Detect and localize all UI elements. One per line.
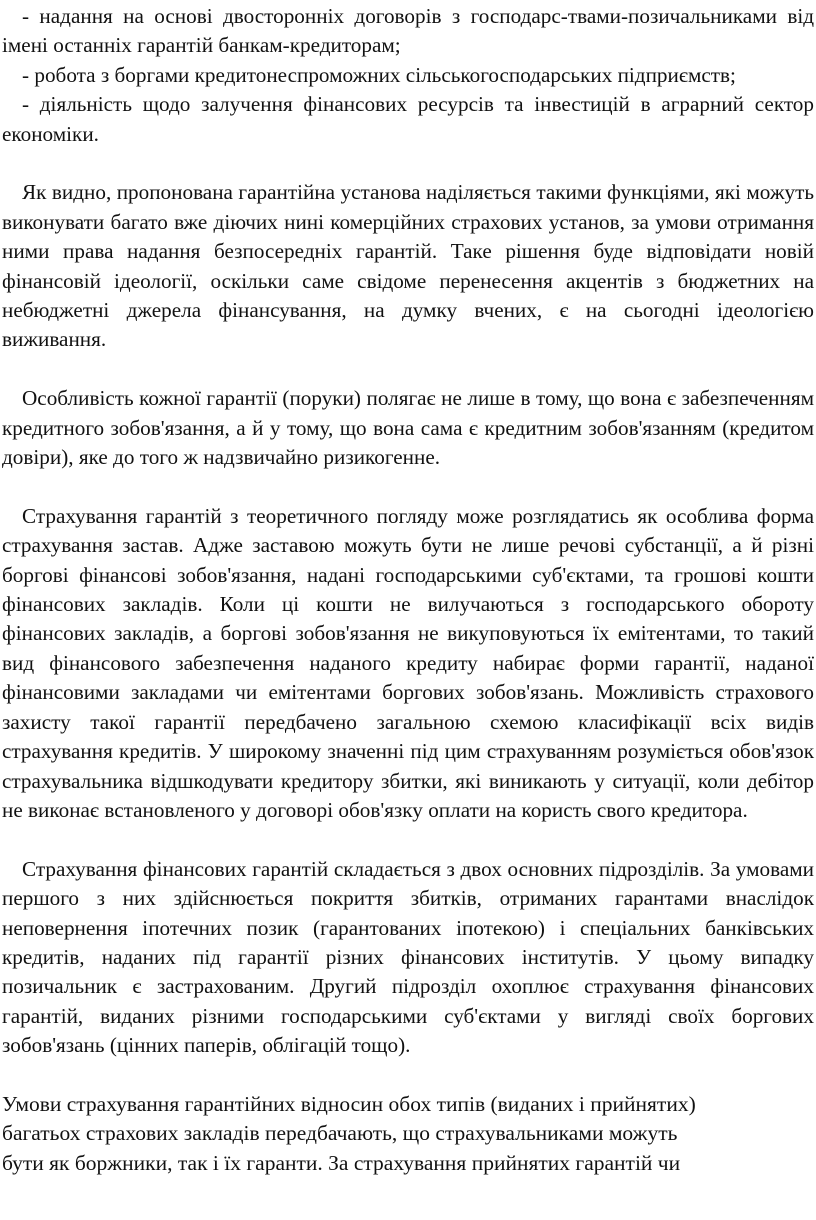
- paragraph-spacer: [2, 472, 814, 501]
- final-paragraph: [2, 1090, 814, 1178]
- paragraph-guarantee-insurance: Страхування гарантій з теоретичного погляду може розглядатись як особлива форма страхування застав. Адже заставою можуть бути не лише речові субстанції, а й різні боргові фінансові зобов'язання, надані господарськими суб'єктами, та грошові кошти фінансових закладів. Коли ці кошти не вилучаються з господарського обороту фінансових закладів, а боргові зобов'язання не викуповуються їх емітентами, то такий вид фінансового забезпечення наданого кредиту набирає форми гарантії, наданої фінансовими закладами чи емітентами боргових зобов'язань. Можливість страхового захисту такої гарантії передбачено загальною схемою класифікації всіх видів страхування кредитів. У широкому значенні під цим страхуванням розуміється обов'язок страхувальника відшкодувати кредитору збитки, які виникають у ситуації, коли дебітор не виконає встановленого у договорі обов'язку оплати на користь свого кредитора.: [2, 503, 814, 822]
- final-line: багатьох страхових закладів передбачають, що страхувальниками можуть: [2, 1121, 678, 1146]
- paragraph-financial-guarantees: Страхування фінансових гарантій складається з двох основних підрозділів. За умовами першого з них здійснюється покриття збитків, отриманих гарантами внаслідок неповернення іпотечних позик (гарантованих іпотекою) і спеціальних банківських кредитів, наданих під гарантії різних фінансових інститутів. У цьому випадку позичальник є застрахованим. Другий підрозділ охоплює страхування фінансових гарантій, виданих різними господарськими суб'єктами у вигляді своїх боргових зобов'язань (цінних паперів, облігацій тощо).: [2, 856, 814, 1058]
- list-item-debts: - робота з боргами кредитонеспроможних сільськогосподарських підприємств;: [22, 62, 736, 87]
- paragraph-spacer: [2, 1061, 814, 1090]
- final-line: Умови страхування гарантійних відносин обох типів (виданих і прийнятих): [2, 1091, 696, 1116]
- final-line: бути як боржники, так і їх гаранти. За страхування прийнятих гарантій чи: [2, 1150, 681, 1175]
- paragraph-spacer: [2, 149, 814, 178]
- paragraph-spacer: [2, 355, 814, 384]
- paragraph-guarantee-feature: Особливість кожної гарантії (поруки) полягає не лише в тому, що вона є забезпеченням кредитного зобов'язання, а й у тому, що вона сама є кредитним зобов'язанням (кредитом довіри), яке до того ж надзвичайно ризикогенне.: [2, 386, 814, 470]
- paragraph-guarantee-institution: Як видно, пропонована гарантійна установа наділяється такими функціями, які можуть виконувати багато вже діючих нині комерційних страхових установ, за умови отримання ними права надання безпосередніх гарантій. Таке рішення буде відповідати новій фінансовій ідеології, оскільки саме свідоме перенесення акцентів з бюджетних на небюджетні джерела фінансування, на думку вчених, є на сьогодні ідеологією виживання.: [2, 180, 814, 352]
- list-item-guarantees: - надання на основі двосторонніх договорів з господарс-твами-позичальниками від імені останніх гарантій банкам-кредиторам;: [2, 4, 814, 58]
- list-item-investments: - діяльність щодо залучення фінансових ресурсів та інвестицій в аграрний сектор економіки.: [2, 92, 814, 146]
- paragraph-spacer: [2, 825, 814, 854]
